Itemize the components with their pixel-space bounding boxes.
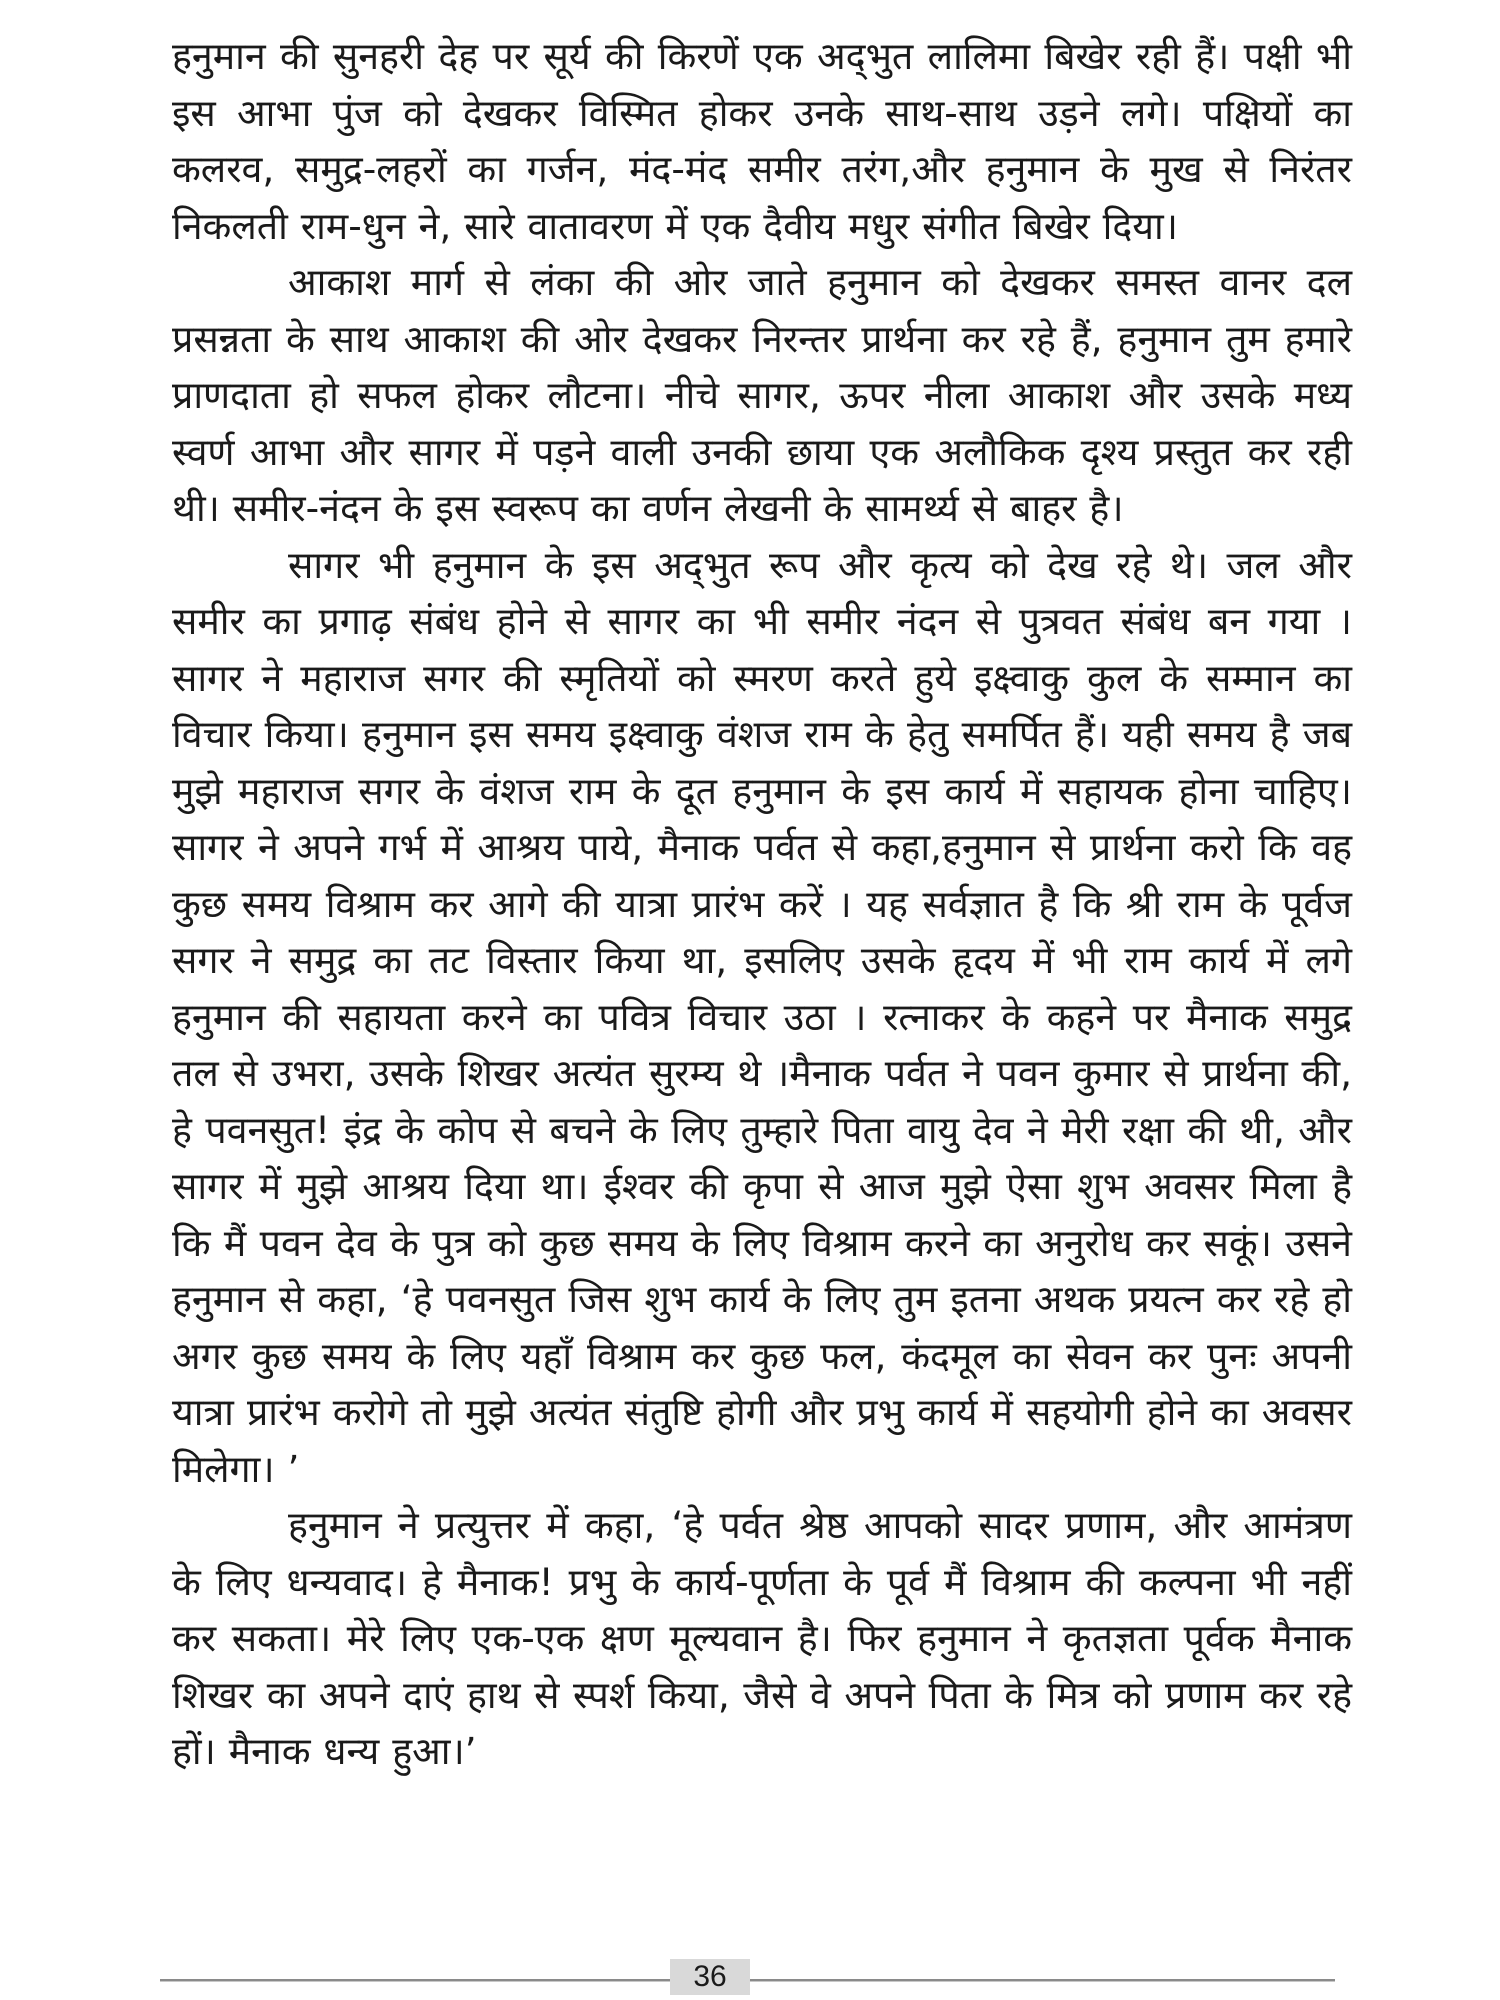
page-number: 36 [670, 1959, 750, 1995]
paragraph-4: हनुमान ने प्रत्युत्तर में कहा, ‘हे पर्वत श्रेष्ठ आपको सादर प्रणाम, और आमंत्रण के लिए धन्यवाद। हे मैनाक! प्रभु के कार्य-पूर्णता के पूर्व मैं विश्राम की कल्पना भी नहीं कर सकता। मेरे लिए एक-एक क्षण मूल्यवान है। फिर हनुमान ने कृतज्ञता पूर्वक मैनाक शिखर का अपने दाएं हाथ से स्पर्श किया, जैसे वे अपने पिता के मित्र को प्रणाम कर रहे हों। मैनाक धन्य हुआ।’ [172, 1503, 1352, 1773]
page-footer [160, 1960, 1335, 1993]
paragraph-2: आकाश मार्ग से लंका की ओर जाते हनुमान को देखकर समस्त वानर दल प्रसन्नता के साथ आकाश की ओर देखकर निरन्तर प्रार्थना कर रहे हैं, हनुमान तुम हमारे प्राणदाता हो सफल होकर लौटना। नीचे सागर, ऊपर नीला आकाश और उसके मध्य स्वर्ण आभा और सागर में पड़ने वाली उनकी छाया एक अलौकिक दृश्य प्रस्तुत कर रही थी। समीर-नंदन के इस स्वरूप का वर्णन लेखनी के सामर्थ्य से बाहर है। [172, 260, 1352, 530]
paragraph-1: हनुमान की सुनहरी देह पर सूर्य की किरणें एक अद्‌भुत लालिमा बिखेर रही हैं। पक्षी भी इस आभा पुंज को देखकर विस्मित होकर उनके साथ-साथ उड़ने लगे। पक्षियों का कलरव, समुद्र-लहरों का गर्जन, मंद-मंद समीर तरंग,और हनुमान के मुख से निरंतर निकलती राम-धुन ने, सारे वातावरण में एक दैवीय मधुर संगीत बिखेर दिया। [172, 34, 1352, 248]
paragraph-3: सागर भी हनुमान के इस अद्‌भुत रूप और कृत्य को देख रहे थे। जल और समीर का प्रगाढ़ संबंध होने से सागर का भी समीर नंदन से पुत्रवत संबंध बन गया । सागर ने महाराज सगर की स्मृतियों को स्मरण करते हुये इक्ष्वाकु कुल के सम्मान का विचार किया। हनुमान इस समय इक्ष्वाकु वंशज राम के हेतु समर्पित हैं। यही समय है जब मुझे महाराज सगर के वंशज राम के दूत हनुमान के इस कार्य में सहायक होना चाहिए। सागर ने अपने गर्भ में आश्रय पाये, मैनाक पर्वत से कहा,हनुमान से प्रार्थना करो कि वह कुछ समय विश्राम कर आगे की यात्रा प्रारंभ करें । यह सर्वज्ञात है कि श्री राम के पूर्वज सगर ने समुद्र का तट विस्तार किया था, इसलिए उसके हृदय में भी राम कार्य में लगे हनुमान की सहायता करने का पवित्र विचार उठा । रत्नाकर के कहने पर मैनाक समुद्र तल से उभरा, उसके शिखर अत्यंत सुरम्य थे ।मैनाक पर्वत ने पवन कुमार से प्रार्थना की, हे पवनसुत! इंद्र के कोप से बचने के लिए तुम्हारे पिता वायु देव ने मेरी रक्षा की थी, और सागर में मुझे आश्रय दिया था। ईश्वर की कृपा से आज मुझे ऐसा शुभ अवसर मिला है कि मैं पवन देव के पुत्र को कुछ समय के लिए विश्राम करने का अनुरोध कर सकूं। उसने हनुमान से कहा, ‘हे पवनसुत जिस शुभ कार्य के लिए तुम इतना अथक प्रयत्न कर रहे हो अगर कुछ समय के लिए यहाँ विश्राम कर कुछ फल, कंदमूल का सेवन कर पुनः अपनी यात्रा प्रारंभ करोगे तो मुझे अत्यंत संतुष्टि होगी और प्रभु कार्य में सहयोगी होने का अवसर मिलेगा। ’ [172, 542, 1352, 1491]
footer-rule-right [750, 1979, 1335, 1982]
body-text [172, 28, 1352, 1780]
footer-rule-left [160, 1979, 670, 1982]
